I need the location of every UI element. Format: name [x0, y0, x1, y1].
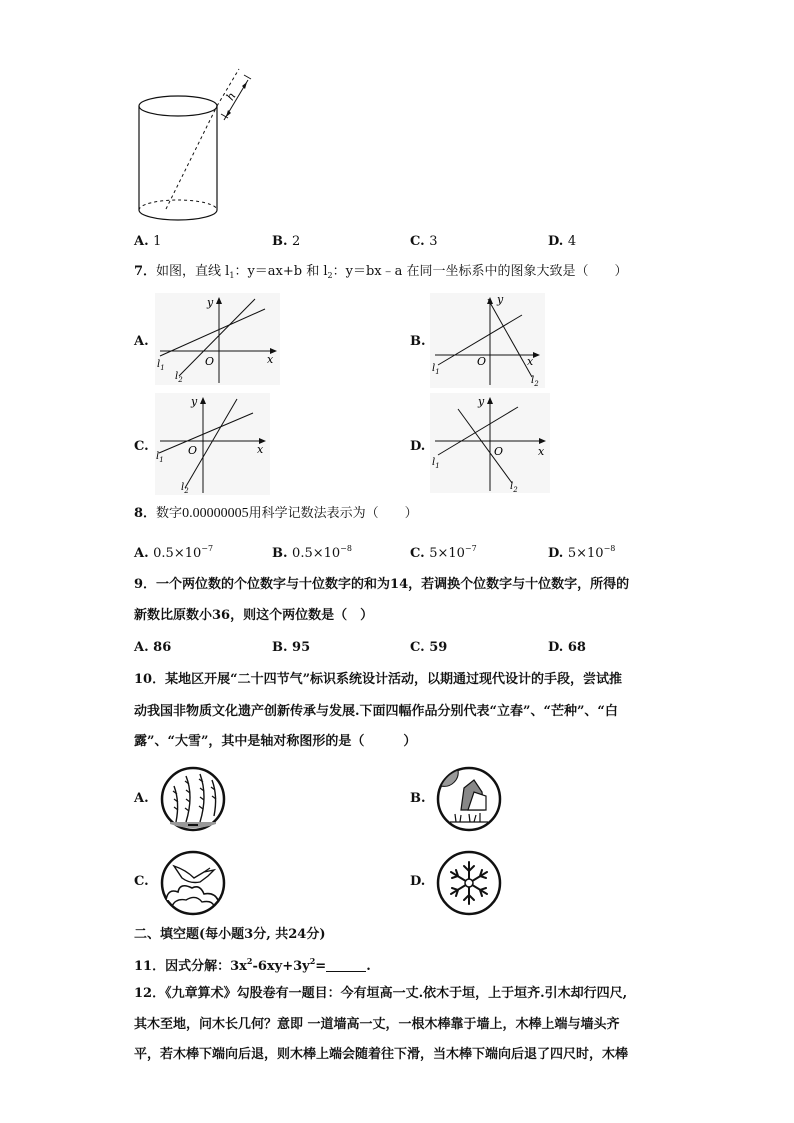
graph-d — [430, 393, 550, 493]
svg-text:l2: $l_2$ — [531, 375, 539, 388]
svg-text:y: y — [191, 395, 198, 408]
q10-line3: 露”、“大雪”，其中是轴对称图形的是（ ） — [134, 734, 417, 749]
q9-line2: 新数比原数小36，则这个两位数是（ ） — [134, 608, 374, 623]
q8-option-d[interactable]: D. $5\times 10^{-8}$ — [548, 544, 616, 561]
q9-option-b[interactable]: B. 95 — [272, 640, 311, 655]
q7-option-d[interactable]: D. — [410, 439, 426, 454]
cylinder-figure — [128, 60, 268, 225]
svg-text:O: O — [188, 444, 198, 457]
svg-text:l1: $l_1$ — [432, 457, 440, 470]
lichun-emblem-icon — [160, 766, 226, 832]
svg-text:y: y — [207, 296, 214, 309]
q12-line3: 平，若木棒下端向后退，则木棒上端会随着往下滑，当木棒下端向后退了四尺时，木棒 — [134, 1047, 629, 1062]
q7-option-c[interactable]: C. — [134, 439, 149, 454]
q7-option-b[interactable]: B. — [410, 334, 426, 349]
q11-stem: 11．因式分解：$3x^2-6xy+3y^2=$ . — [134, 956, 371, 974]
q9-line1: 9．一个两位数的个位数字与十位数字的和为14，若调换个位数字与十位数字，所得的 — [134, 577, 630, 592]
q12-line1: 12．《九章算术》勾股卷有一题目：今有垣高一丈.依木于垣，上于垣齐.引木却行四尺, — [134, 986, 628, 1001]
q9-option-a[interactable]: A. 86 — [134, 640, 172, 655]
q12-line2: 其木至地，问木长几何？意即 一道墙高一丈，一根木棒靠于墙上，木棒上端与墙头齐 — [134, 1017, 620, 1032]
q6-option-d[interactable]: D. 4 — [548, 234, 577, 249]
svg-text:y: y — [478, 395, 485, 408]
q11-answer-blank[interactable] — [326, 959, 366, 972]
q6-option-a[interactable]: A. 1 — [134, 234, 162, 249]
svg-text:x: x — [538, 445, 545, 458]
svg-text:l2: $l_2$ — [510, 481, 518, 493]
graph-a — [155, 293, 280, 385]
q8-stem: 8．数字0.00000005用科学记数法表示为（ ） — [134, 506, 418, 521]
section-heading: 二、填空题(每小题3分, 共24分) — [134, 927, 326, 942]
svg-text:l2: $l_2$ — [175, 371, 183, 384]
q10-option-a[interactable]: A. — [134, 791, 149, 806]
svg-text:O: O — [477, 355, 487, 368]
q8-option-c[interactable]: C. $5\times 10^{-7}$ — [410, 544, 477, 561]
graph-b — [430, 293, 545, 388]
q8-option-a[interactable]: A. $0.5\times 10^{-7}$ — [134, 544, 214, 561]
svg-text:x: x — [527, 355, 534, 368]
svg-text:x: x — [257, 443, 264, 456]
q9-option-c[interactable]: C. 59 — [410, 640, 448, 655]
mangzhong-emblem-icon — [436, 766, 502, 832]
q6-option-b[interactable]: B. 2 — [272, 234, 301, 249]
svg-text:O: O — [494, 445, 504, 458]
daxue-emblem-icon — [436, 850, 502, 916]
svg-text:x: x — [267, 353, 274, 366]
svg-text:O: O — [205, 355, 215, 368]
svg-text:l1: $l_1$ — [156, 451, 164, 464]
q10-option-c[interactable]: C. — [134, 874, 149, 889]
svg-text:l1: $l_1$ — [157, 359, 165, 372]
svg-text:l2: $l_2$ — [181, 482, 189, 495]
svg-text:y: y — [497, 293, 504, 306]
q10-line2: 动我国非物质文化遗产创新传承与发展.下面四幅作品分别代表“立春”、“芒种”、“白 — [134, 704, 618, 719]
q7-option-a[interactable]: A. — [134, 334, 149, 349]
q9-option-d[interactable]: D. 68 — [548, 640, 586, 655]
q10-line1: 10．某地区开展“二十四节气”标识系统设计活动，以期通过现代设计的手段，尝试推 — [134, 672, 623, 687]
q10-option-b[interactable]: B. — [410, 791, 426, 806]
bailu-emblem-icon — [160, 850, 226, 916]
q8-option-b[interactable]: B. $0.5\times 10^{-8}$ — [272, 544, 352, 561]
q6-option-c[interactable]: C. 3 — [410, 234, 438, 249]
q10-option-d[interactable]: D. — [410, 874, 426, 889]
graph-c — [155, 393, 270, 495]
h-label: h — [223, 89, 239, 103]
q7-stem: 7．如图，直线 $l_1$：y＝ax+b 和 $l_2$：y＝bx﹣a 在同一坐标系中的图象大致是（ ） — [134, 264, 628, 280]
svg-text:l1: $l_1$ — [432, 363, 440, 376]
